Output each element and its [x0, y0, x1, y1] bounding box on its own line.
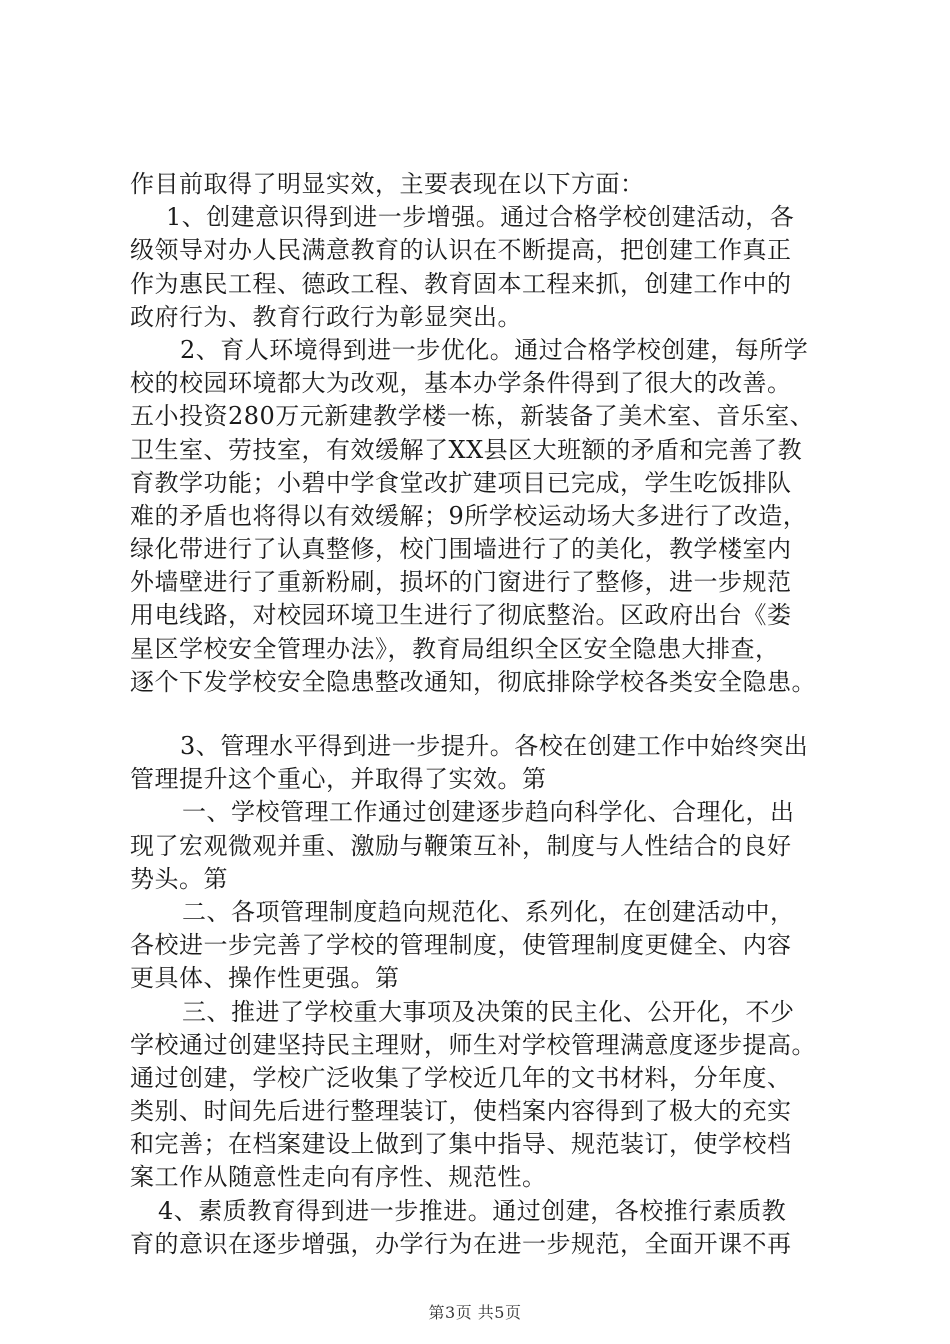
text-line: 五小投资280万元新建教学楼一栋，新装备了美术室、音乐室、	[130, 402, 815, 431]
text-line: 3、管理水平得到进一步提升。各校在创建工作中始终突出	[180, 732, 809, 760]
text-line: 卫生室、劳技室，有效缓解了XX县区大班额的矛盾和完善了教	[130, 435, 803, 464]
text-line: 级领导对办人民满意教育的认识在不断提高，把创建工作真正	[130, 236, 792, 265]
text-line: 政府行为、教育行政行为彰显突出。	[130, 302, 522, 331]
text-line: 二、各项管理制度趋向规范化、系列化，在创建活动中，	[182, 897, 795, 926]
text-line: 难的矛盾也将得以有效缓解；9所学校运动场大多进行了改造，	[130, 501, 808, 530]
text-line: 外墙壁进行了重新粉刷，损坏的门窗进行了整修，进一步规范	[130, 568, 792, 597]
text-line: 逐个下发学校安全隐患整改通知，彻底排除学校各类安全隐患。	[130, 667, 816, 696]
text-line: 用电线路，对校园环境卫生进行了彻底整治。区政府出台《娄	[130, 601, 792, 630]
text-line: 管理提升这个重心，并取得了实效。第	[130, 765, 547, 794]
text-line: 一、学校管理工作通过创建逐步趋向科学化、合理化，出	[182, 798, 795, 827]
text-line: 更具体、操作性更强。第	[130, 964, 400, 993]
text-line: 各校进一步完善了学校的管理制度，使管理制度更健全、内容	[130, 931, 792, 960]
text-line: 4、素质教育得到进一步推进。通过创建，各校推行素质教	[158, 1196, 787, 1225]
text-line: 绿化带进行了认真整修，校门围墙进行了的美化，教学楼室内	[130, 535, 792, 564]
text-line: 现了宏观微观并重、激励与鞭策互补，制度与人性结合的良好	[130, 831, 792, 860]
text-line: 案工作从随意性走向有序性、规范性。	[130, 1163, 547, 1192]
text-line: 校的校园环境都大为改观，基本办学条件得到了很大的改善。	[130, 369, 792, 398]
text-line: 育的意识在逐步增强，办学行为在进一步规范，全面开课不再	[130, 1229, 792, 1258]
text-line: 1、创建意识得到进一步增强。通过合格学校创建活动，各	[166, 203, 795, 232]
body-text	[130, 168, 840, 1261]
text-line: 类别、时间先后进行整理装订，使档案内容得到了极大的充实	[130, 1097, 792, 1126]
page-footer: 第3页 共5页	[428, 1303, 522, 1322]
text-line: 作为惠民工程、德政工程、教育固本工程来抓，创建工作中的	[130, 269, 792, 298]
text-line: 学校通过创建坚持民主理财，师生对学校管理满意度逐步提高。	[130, 1030, 816, 1059]
text-line: 通过创建，学校广泛收集了学校近几年的文书材料，分年度、	[130, 1063, 792, 1092]
text-line: 三、推进了学校重大事项及决策的民主化、公开化，不少	[182, 997, 795, 1026]
text-line: 2、育人环境得到进一步优化。通过合格学校创建，每所学	[180, 335, 809, 364]
paragraph-gap	[130, 699, 840, 730]
text-line: 作目前取得了明显实效，主要表现在以下方面：	[130, 170, 645, 198]
text-line: 育教学功能；小碧中学食堂改扩建项目已完成，学生吃饭排队	[130, 468, 792, 497]
text-line: 和完善；在档案建设上做到了集中指导、规范装订，使学校档	[130, 1130, 792, 1159]
text-line: 势头。第	[130, 864, 228, 893]
text-line: 星区学校安全管理办法》，教育局组织全区安全隐患大排查，	[130, 634, 780, 663]
